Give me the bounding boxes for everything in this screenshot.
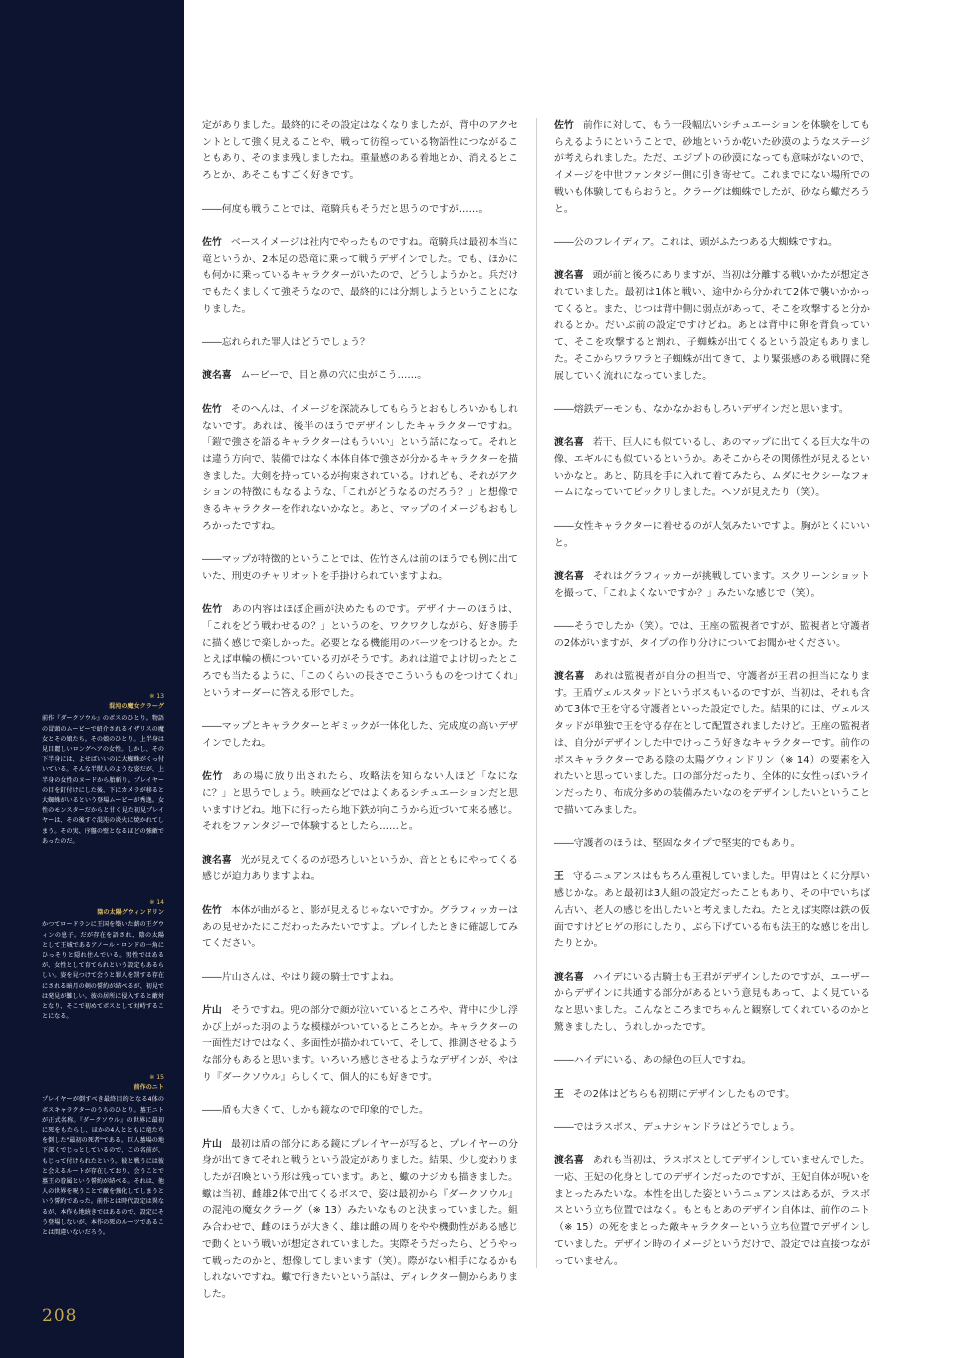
note-number: ※ 15 (149, 1074, 164, 1081)
note-body: かつてロードランに王国を築いた薪の王グウィンの息子。だが存在を語され、陰の太陽として王城であるアノール・ロンドの一角にひっそりと隠れ住んでいる。男性ではあるが、女性として育てられという設定もあるらしい。姿を見つけて会うと罪人を罰する存在にされる暗月の剣の誓約が結べるが、初見では発見が難しい。彼の居所に侵入すると敵対となり、そこで初めてボスとして対峙することになる。 (42, 921, 164, 1021)
paragraph (554, 836, 870, 853)
paragraph-text: 守るニュアンスはもちろん重視していました。甲冑はとくに分厚い感じかな。あと最初は3人組の設定だったこともあり、その中でいちばん古い、老人の感じを出したいと考えましたね。たとえば実際は鉄の仮面ですけどヒゲの形にしたり、ぶら下げている布も法王的な感じを出したりとか。 (554, 871, 871, 950)
paragraph (554, 235, 870, 252)
paragraph (554, 1087, 870, 1104)
paragraph-text: ――公のフレイディア。これは、頭がふたつある大蜘蛛ですね。 (554, 236, 838, 248)
paragraph (554, 569, 870, 602)
paragraph-text: ――ハイデにいる、あの緑色の巨人ですね。 (554, 1055, 752, 1067)
paragraph-text: ――ではラスボス、デュナシャンドラはどうでしょう。 (554, 1121, 801, 1133)
paragraph (202, 719, 518, 752)
paragraph-text: ――片山さんは、やはり鏡の騎士ですよね。 (202, 971, 400, 983)
paragraph (202, 1003, 518, 1087)
paragraph (202, 1103, 518, 1120)
paragraph-text: ――マップとキャラクターとギミックが一体化した、完成度の高いデザインでしたね。 (202, 721, 518, 749)
paragraph (554, 435, 870, 502)
speaker-name: 渡名喜 (202, 854, 232, 866)
paragraph (202, 769, 518, 836)
paragraph (554, 1120, 870, 1137)
paragraph (202, 1137, 518, 1304)
speaker-name: 渡名喜 (554, 570, 584, 582)
speaker-name: 渡名喜 (554, 437, 584, 449)
paragraph-text: 前作に対して、もう一段幅広いシチュエーションを体験をしてもらえるようにということで、砂地というか乾いた砂漠のようなステージが考えられました。ただ、エジプトの砂漠になっても意味がないので、イメージを中世ファンタジー側に引き寄せて。これまでにない場所での戦いも体験してもらおうと。クラーグは蜘蛛でしたが、砂なら蠍だろうと。 (554, 120, 871, 215)
paragraph-text: ――そうでしたか（笑）。では、王座の監視者ですが、監視者と守護者の2体がいますが、タイプの作り分けについてお聞かせください。 (554, 620, 870, 649)
paragraph (554, 669, 870, 819)
paragraph-text: 光が見えてくるのが恐ろしいというか、音とともにやってくる感じが迫力ありますよね。 (202, 854, 518, 883)
speaker-name: 佐竹 (554, 120, 574, 131)
paragraph-text: ――盾も大きくて、しかも鏡なので印象的でした。 (202, 1105, 429, 1117)
paragraph-text: ベースイメージは社内でやったものですね。竜騎兵は最初本当に竜というか、2本足の恐竜に乗って戦うデザインでした。でも、ほかにも何かに乗っているキャラクターがいたので、どうしようかと。兵だけでもたくましくて強そうなので、最終的には分割しようということになりました。 (202, 236, 518, 315)
paragraph-text: 最初は盾の部分にある鏡にプレイヤーが写ると、プレイヤーの分身が出てきてそれと戦うという設定がありました。結果、少し変わりましたが召喚という形は残っています。あと、蠍のナジカも描きました。蠍は当初、雌雄2体で出てくるボスで、姿は最初から『ダークソウル』の混沌の魔女クラーグ（※ 13）みたいなものと決まっていました。組み合わせで、雌のほうが大きく、雄は雌の周りをやや機動性がある感じで動くという戦いが想定されていました。実際そうだったら、どうやって戦ったのかと、想像してしまいます（笑）。際がない相手になるかもしれないですね。蠍で行きたいという話は、ディレクター側からありました。 (202, 1138, 519, 1300)
speaker-name: 佐竹 (202, 904, 222, 916)
paragraph (554, 1053, 870, 1070)
paragraph-text: あれも当初は、ラスボスとしてデザインしていませんでした。一応、王妃の化身としてのデザインだったのですが、王妃自体が呪いをまとったみたいな。本性を出した姿というニュアンスはあるが、ラスボスという立ち位置ではなく。もともとあのデザイン自体は、前作のニト（※ 15）の死をまとった敵キャラクターという立ち位置でデザインしていました。デザイン時のイメージというだけで、設定では直接つながっていません。 (554, 1155, 870, 1267)
paragraph-text: ――女性キャラクターに着せるのが人気みたいですよ。胸がとくにいいと。 (554, 520, 870, 549)
speaker-name: 渡名喜 (554, 270, 584, 282)
paragraph (554, 519, 870, 552)
note-title: 混沌の魔女クラーグ (109, 703, 164, 711)
column-divider (536, 118, 537, 1268)
speaker-name: 片山 (202, 1138, 222, 1150)
paragraph (202, 118, 518, 185)
paragraph (554, 118, 870, 218)
sidebar (0, 0, 184, 1358)
paragraph (202, 402, 518, 536)
paragraph-text: 頭が前と後ろにありますが、当初は分離する戦いかたが想定されていました。最初は1体と戦い、途中から分かれて2体で襲いかかってくると。また、じつは背中側に弱点があって、そこを攻撃すると分かれるとか。だいぶ前の設定ですけどね。あとは背中に卵を背負っていて、そこを攻撃すると割れ、子蜘蛛が出てくるという設定もありました。そこからワラワラと子蜘蛛が出てきて、より緊張感のある戦闘に発展していく流れになっていました。 (554, 270, 870, 382)
paragraph (202, 335, 518, 352)
paragraph-text: ――守護者のほうは、堅固なタイプで堅実的でもあり。 (554, 838, 801, 850)
note-title: 陰の太陽グウィンドリン (97, 909, 164, 917)
speaker-name: 佐竹 (202, 604, 223, 616)
paragraph (554, 268, 870, 385)
paragraph (202, 235, 518, 319)
note-number: ※ 14 (149, 899, 164, 906)
paragraph (554, 1153, 870, 1270)
speaker-name: 渡名喜 (202, 370, 232, 382)
speaker-name: 王 (554, 871, 564, 883)
speaker-name: 王 (554, 1088, 564, 1100)
paragraph-text: その2体はどちらも初期にデザインしたものです。 (572, 1088, 795, 1100)
paragraph (554, 402, 870, 419)
paragraph-text: あの場に放り出されたら、攻略法を知らない人ほど「なになに？」と思うでしょう。映画などではよくあるシチュエーションだと思いますけどね。地下に行ったら地下鉄が向こうから近づいて来る感じ。それをファンタジーで体験するとしたら……と。 (202, 771, 519, 833)
right-column (554, 118, 870, 1287)
paragraph-text: そのへんは、イメージを深読みしてもらうとおもしろいかもしれないです。あれは、後半のほうでデザインしたキャラクターですね。「鎧で強さを語るキャラクターはもういい」という話になって。それとは違う方向で、装備ではなく本体自体で強さが分かるキャラクターを描きました。大剣を持っているが拘束されている。けれども、それがアクションの特徴にもなるような、「これがどうなるのだろう？」と想像できるキャラクターを作れないかなと。あと、マップのイメージもおもしろかったですね。 (202, 403, 518, 532)
paragraph (202, 368, 518, 385)
paragraph (554, 619, 870, 652)
paragraph-text: あの内容はほぼ企画が決めたものです。デザイナーのほうは、「これをどう戦わせるの？」というのを、ワクワクしながら、好き勝手に描く感じで楽しかった。必要となる機能用のパーツをつけるとか。たとえば車輪の横についている刃がそうです。あれは道でよけ切ったところでも当たるように、「このくらいの長さでこういうものをつけてくれ」というオーダーに答える形でした。 (202, 604, 519, 699)
paragraph-text: 若干、巨人にも似ているし、あのマップに出てくる巨大な牛の像、エギルにも似ているというか。あそこからその関係性が見えるといいかなと。あと、防具を手に入れて着てみたら、ムダにセクシーなフォームになっていてビックリしました。ヘソが見えたり（笑）。 (554, 437, 870, 499)
left-column (202, 118, 518, 1320)
note-number: ※ 13 (149, 693, 164, 700)
paragraph-text: それはグラフィッカーが挑戦しています。スクリーンショットを撮って、「これよくないですか？」みたいな感じで（笑）。 (554, 570, 870, 599)
paragraph-text: そうですね。兜の部分で顔が泣いているところや、背中に少し浮かび上がった羽のような模様がついているところとか。キャラクターの一面性だけではなく、多面性が描かれていて、そして、推測させるような部分もあると思います。いろいろ感じさせるようなデザインが、やはり『ダークソウル』らしくて、個人的にも好きです。 (202, 1005, 518, 1083)
note-body: 前作『ダークソウル』のボスのひとり。物語の冒頭のムービーで紹介されるイザリスの魔女とその娘たち。その娘のひとり。上半身は見目麗しいロングヘアの女性。しかし、その下半身には、よせばいいのに大蜘蛛がくっ付いている。そんな半獣人のような姿だが、上半身の女性のヌードから胎斬り。プレイヤーの目を釘付けにした後、下にカメラが移ると大蜘蛛がいるという登場ムービーが秀逸。女性のモンスターだからと甘く見た初見プレイヤーは、その後すぐ混沌の炎火に焼かれてしまう。その実、序盤の壁となるほどの強敵であったのだ。 (42, 715, 164, 845)
paragraph-text: 本体が曲がると、影が見えるじゃないですか。グラフィッカーはあの見せかたにこだわったみたいですよ。プレイしたときに確認してみてください。 (202, 904, 518, 950)
paragraph (554, 970, 870, 1037)
paragraph-text: ムービーで、目と鼻の穴に虫がこう……。 (240, 370, 428, 382)
paragraph-text: ――熔鉄デーモンも、なかなかおもしろいデザインだと思います。 (554, 403, 849, 415)
paragraph-text: ――忘れられた罪人はどうでしょう？ (202, 337, 370, 349)
paragraph-text: ――マップが特徴的ということでは、佐竹さんは前のほうでも例に出ていた、刑吏のチャリオットを手掛けられていますよね。 (202, 554, 518, 582)
paragraph (202, 552, 518, 585)
speaker-name: 渡名喜 (554, 671, 585, 683)
paragraph (554, 869, 870, 953)
paragraph (202, 602, 518, 702)
note-14 (42, 898, 164, 1022)
speaker-name: 佐竹 (202, 771, 224, 783)
paragraph (202, 903, 518, 953)
paragraph (202, 202, 518, 219)
note-body: プレイヤーが倒すべき最終目的となる4体のボスキャラクターのうちのひとり。墓王ニトが正式名称。『ダークソウル』の世界に最初に死をもたらし、ほかの4人とともに竜たちを倒した"最初の死者"である。巨人墓場の地下深くでじっとしているので、この名前が、もじって付けられたという。彼と戦うには彼と会えるルートが存在しており、会うことで墓王の眷属という誓約が結べる。それは、他人の世界を呪うことで敵を強化してしまうという誓約であった。前作とは時代設定は異なるが、本作も地続きではあるので、設定にそう登場しないが、本作の死のルーツであることは間違いないだろう。 (42, 1096, 164, 1237)
speaker-name: 片山 (202, 1005, 222, 1017)
speaker-name: 渡名喜 (554, 1155, 584, 1167)
paragraph-text: ハイデにいる古騎士も王君がデザインしたのですが、ユーザーからデザインに共通する部分があるという意見もあって、よく見ているなと思いました。こんなところまでちゃんと観察してくれているのかと驚きましたし、うれしかったです。 (554, 971, 871, 1033)
speaker-name: 渡名喜 (554, 971, 584, 983)
paragraph-text: 定がありました。最終的にその設定はなくなりましたが、背中のアクセントとして強く見えることや、戦って彷徨っている物語性につながることもあり、そのまま残しましたね。重量感のある着地とか、消えるところとか、あそこもすごく好きです。 (202, 120, 519, 182)
paragraph-text: ――何度も戦うことでは、竜騎兵もそうだと思うのですが……。 (202, 203, 489, 215)
paragraph (202, 853, 518, 886)
speaker-name: 佐竹 (202, 403, 222, 415)
note-15 (42, 1073, 164, 1238)
speaker-name: 佐竹 (202, 236, 222, 248)
paragraph-text: あれは監視者が自分の担当で、守護者が王君の担当になります。王盾ヴェルスタッドというボスもいるのですが、当初は、それも含めて3体で王を守る守護者といった設定でした。結果的には、ヴェルスタッドが単独で王を守る存在として配置されましたけど。王座の監視者は、自分がデザインした中でけっこう好きなキャラクターです。前作のボスキャラクターである陰の太陽グウィンドリン（※ 14）の要素を入れたいと思っていました。口の部分だったり、全体的に女性っぽいラインだったり、布成分多めの装備みたいなのをデザインしたいということで描いてみました。 (554, 671, 871, 816)
note-13 (42, 692, 164, 847)
note-title: 前作のニト (133, 1084, 164, 1092)
page-number: 208 (42, 1306, 78, 1326)
paragraph (202, 970, 518, 987)
